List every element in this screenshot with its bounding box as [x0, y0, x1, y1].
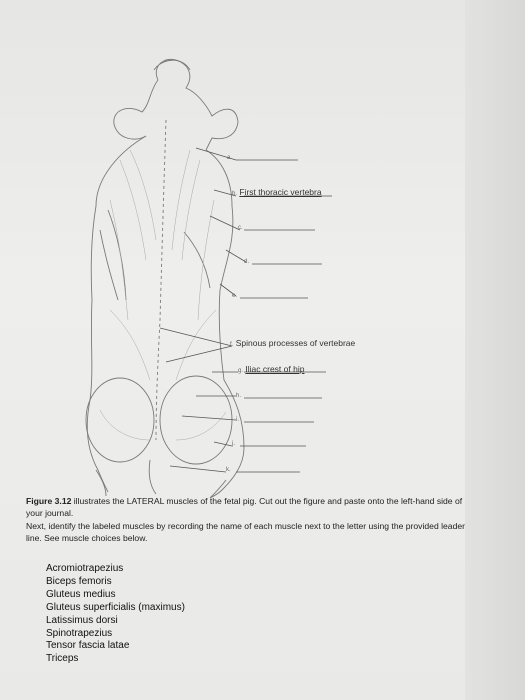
leader-label-h: h.: [236, 393, 242, 399]
list-item: Acromiotrapezius: [46, 563, 124, 574]
leader-label-c: c.: [238, 225, 243, 231]
leader-label-i: i.: [236, 417, 239, 423]
leader-label-a: a.: [227, 155, 233, 161]
leader-label-k: k.: [226, 467, 231, 473]
leader-label-f: f. Spinous processes of vertebrae: [230, 338, 356, 348]
pig-foreleg: [100, 210, 126, 300]
caption-line-1: Figure 3.12 illustrates the LATERAL muscles of the fetal pig. Cut out the figure and paste onto the left-hand side of your journal.: [26, 496, 463, 518]
list-item: Tensor fascia latae: [46, 640, 130, 652]
leader-label-d: d.: [244, 259, 250, 265]
pig-tail: [149, 460, 156, 494]
list-item: Triceps: [46, 653, 79, 665]
figure-reference: Figure 3.12: [26, 496, 72, 506]
pig-shoulder: [184, 232, 210, 288]
muscle-choices-list: [46, 563, 185, 666]
list-item: Spinotrapezius: [46, 627, 113, 639]
pig-hindquarter-right: [160, 376, 232, 464]
list-item: Gluteus medius: [46, 588, 116, 600]
pig-head-left: [114, 80, 158, 139]
pig-spine: [156, 120, 166, 440]
caption-line-2: Next, identify the labeled muscles by recording the name of each muscle next to the letter using the provided leader line. See muscle choices below.: [26, 521, 466, 543]
leader-label-b: b. First thoracic vertebra: [232, 187, 322, 197]
leader-label-j: j.: [232, 441, 235, 447]
pig-hindquarter-left: [86, 378, 154, 462]
list-item: Biceps femoris: [46, 575, 112, 587]
figure-caption: [26, 496, 466, 546]
list-item: Gluteus superficialis (maximus): [46, 601, 185, 613]
leader-label-e: e.: [232, 293, 238, 299]
pig-head: [156, 59, 238, 150]
list-item: Latissimus dorsi: [46, 614, 118, 626]
pig-hindleg-left: [96, 470, 106, 496]
leader-label-g: g. Iliac crest of hip: [238, 364, 305, 374]
